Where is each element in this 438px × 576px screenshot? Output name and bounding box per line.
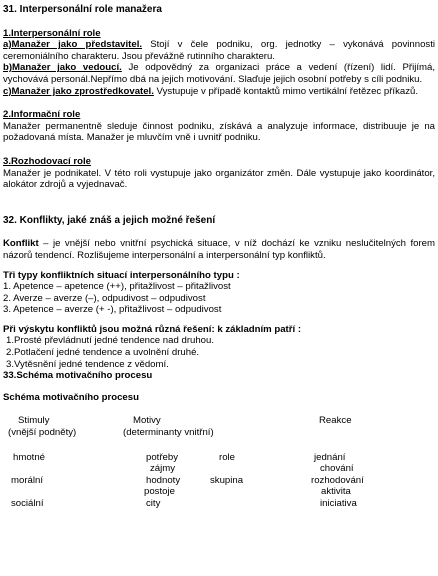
motivation-scheme-subtitle: Schéma motivačního procesu bbox=[3, 391, 139, 403]
table-cell: morální bbox=[11, 474, 43, 486]
table-cell: chování bbox=[320, 463, 354, 475]
table-row bbox=[3, 452, 435, 464]
table-row bbox=[3, 486, 435, 498]
conflict-definition-text: – je vnější nebo vnitřní psychická situace, v níž dochází ke vzniku neslučitelných forem názorů tendencí. Rozlišujeme interpersonální a interpersonální typ konfliktů. bbox=[3, 238, 435, 261]
role-c-text: Vystupuje v případě kontaktů mimo vertikální řetězec příkazů. bbox=[153, 85, 419, 97]
table-row bbox=[3, 498, 435, 510]
decisional-role-heading: 3.Rozhodovací role bbox=[3, 155, 91, 167]
conflict-solution-item: 3.Vytěsnění jedné tendence z vědomí. bbox=[6, 358, 169, 370]
column-subheader-stimuly: (vnější podněty) bbox=[8, 427, 77, 439]
role-a-text: Stojí v čele podniku, org. jednotky – vykonává povinnosti ceremoniálního charakteru. Jsou převážně rutinního charakteru. bbox=[3, 39, 435, 62]
table-cell: aktivita bbox=[321, 486, 351, 498]
conflict-term: Konflikt bbox=[3, 238, 39, 250]
table-cell: rozhodování bbox=[311, 474, 364, 486]
role-b-label: b)Manažer jako vedoucí. bbox=[3, 62, 122, 74]
conflict-type-item: 2. Averze – averze (–), odpudivost – odpudivost bbox=[3, 292, 206, 304]
conflict-type-item: 3. Apetence – averze (+ -), přitažlivost – odpudivost bbox=[3, 304, 222, 316]
paragraph-representative bbox=[3, 39, 435, 62]
conflict-types-heading: Tři typy konfliktních situací interpersonálního typu : bbox=[3, 269, 240, 281]
informational-role-heading: 2.Informační role bbox=[3, 109, 81, 121]
section-33-title: 33.Schéma motivačního procesu bbox=[3, 370, 153, 382]
role-b-text: Je odpovědný za organizaci práce a vedení (řízení) lidí. Přijímá, vychovává personál.Nepřímo dbá na jejich motivování. Slaďuje jejich osobní potřeby s cíli podniku. bbox=[3, 62, 436, 85]
column-subheader-motivy: (determinanty vnitřní) bbox=[123, 427, 214, 439]
motivation-scheme-table bbox=[3, 415, 435, 509]
decisional-role-text: Manažer je podnikatel. V této roli vystupuje jako organizátor změn. Dále vystupuje jako koordinátor, alokátor zdrojů a vyjednavač. bbox=[3, 167, 435, 191]
interpersonal-role-heading: 1.Interpersonální role bbox=[3, 27, 101, 39]
paragraph-leader bbox=[3, 62, 435, 85]
column-header-motivy: Motivy bbox=[133, 415, 161, 427]
conflict-solution-item: 2.Potlačení jedné tendence a uvolnění druhé. bbox=[6, 347, 200, 359]
paragraph-liaison bbox=[3, 86, 435, 98]
role-c-label: c)Manažer jako zprostředkovatel. bbox=[3, 85, 154, 97]
table-header-row bbox=[3, 415, 435, 427]
table-row bbox=[3, 463, 435, 475]
conflict-solutions-heading: Při výskytu konfliktů jsou možná různá řešení: k základním patří : bbox=[3, 323, 302, 335]
table-cell: potřeby bbox=[146, 451, 178, 463]
table-cell: zájmy bbox=[150, 463, 176, 475]
table-cell: hodnoty bbox=[146, 474, 181, 486]
column-header-reakce: Reakce bbox=[319, 415, 352, 427]
table-cell: iniciativa bbox=[320, 498, 357, 509]
table-cell: hmotné bbox=[13, 451, 45, 463]
table-cell: jednání bbox=[314, 451, 346, 463]
table-cell: postoje bbox=[144, 486, 175, 498]
section-32-title: 32. Konflikty, jaké znáš a jejich možné řešení bbox=[3, 214, 216, 226]
role-a-label: a)Manažer jako představitel. bbox=[3, 39, 143, 51]
table-subheader-row bbox=[3, 427, 435, 439]
informational-role-text: Manažer permanentně sleduje činnost podniku, získává a analyzuje informace, distribuuje je na požadovaná místa. Manažer je mluvčím vně i uvnitř podniku. bbox=[3, 120, 435, 144]
table-cell: skupina bbox=[210, 474, 244, 486]
section-31-title: 31. Interpersonální role manažera bbox=[3, 4, 162, 15]
column-header-stimuly: Stimuly bbox=[18, 415, 50, 427]
table-cell: sociální bbox=[11, 498, 44, 509]
table-cell: city bbox=[146, 498, 161, 509]
conflict-type-item: 1. Apetence – apetence (++), přitažlivost – přitažlivost bbox=[3, 281, 231, 293]
table-row bbox=[3, 475, 435, 487]
conflict-definition bbox=[3, 238, 435, 261]
table-cell: role bbox=[219, 451, 235, 463]
conflict-solution-item: 1.Prosté převládnutí jedné tendence nad druhou. bbox=[6, 335, 215, 347]
